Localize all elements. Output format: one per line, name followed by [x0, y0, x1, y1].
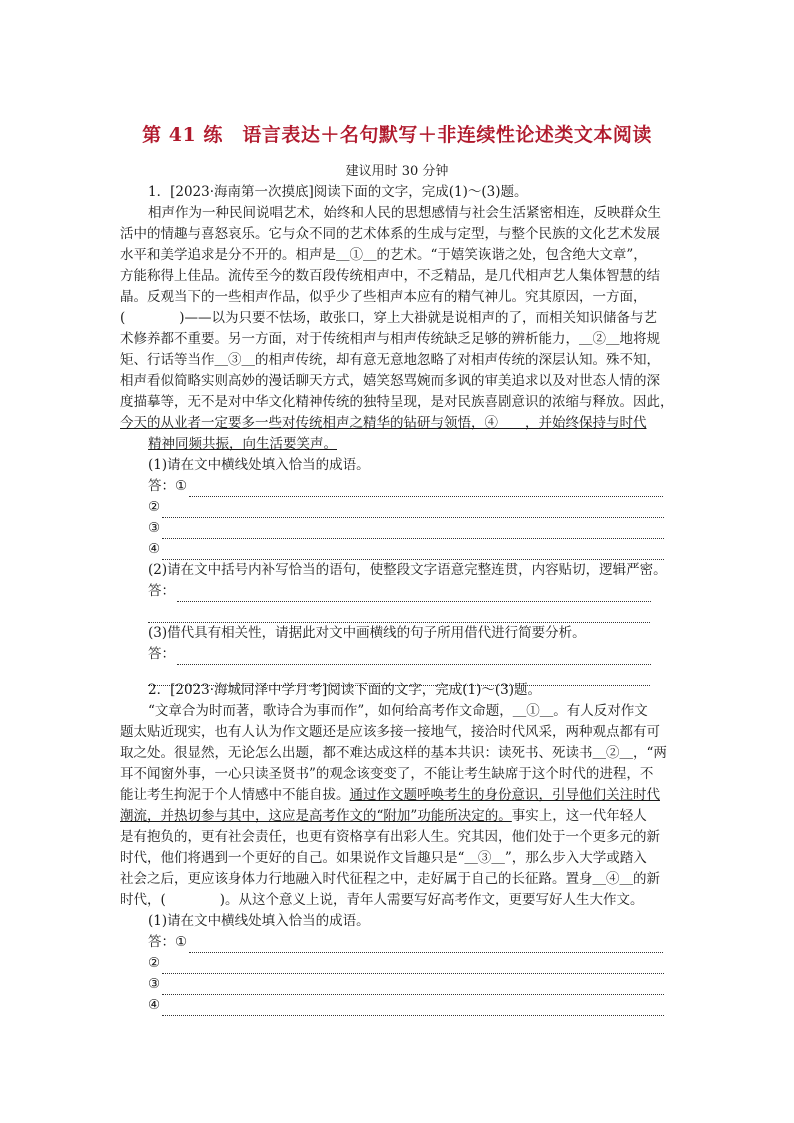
answer-dotted-line	[177, 650, 651, 665]
q2-passage-line	[120, 806, 680, 827]
answer-dotted-line	[189, 938, 663, 953]
q2-sub1: (1)请在文中横线处填入恰当的成语。	[148, 913, 370, 929]
answer-mark: ③	[148, 976, 161, 992]
q2-passage-line: 取之处。很显然，无论怎么出题，都不难达成这样的基本共识：读死书、死读书＿②＿，“两	[120, 745, 667, 761]
q2-passage-line	[120, 785, 680, 806]
answer-mark: ④	[148, 541, 161, 557]
answer-mark: ②	[148, 955, 161, 971]
q2-underlined-sentence: 通过作文题呼唤考生的身份意识，引导他们关注时代	[349, 787, 660, 803]
answer-line[interactable]	[120, 581, 680, 602]
q1-passage-line: 水平和美学追求是分不开的。相声是＿①＿的艺术。“于嬉笑诙谐之处，包含绝大文章”，	[120, 247, 647, 263]
q1-passage-line: 术修养都不重要。另一方面，对于传统相声与相声传统缺乏足够的辨析能力，＿②＿地将规	[120, 331, 660, 347]
q1-passage-line: 方能称得上佳品。流传至今的数百段传统相声中，不乏精品，是几代相声艺人集体智慧的结	[120, 268, 660, 284]
answer-line[interactable]	[120, 644, 680, 665]
q2-passage-line: “文章合为时而著，歌诗合为事而作”，如何给高考作文命题，＿①＿。有人反对作文	[148, 703, 648, 719]
q1-passage-line: 活中的情趣与喜怒哀乐。它与众不同的艺术体系的生成与定型，与整个民族的文化艺术发展	[120, 226, 660, 242]
q1-underlined-sentence: 今天的从业者一定要多一些对传统相声之精华的钻研与领悟，④ ，并始终保持与时代	[120, 415, 647, 431]
answer-label: 答：	[148, 934, 175, 950]
q2-passage-line: 时代，( )。从这个意义上说，青年人需要写好高考作文，更要写好人生大作文。	[120, 892, 644, 908]
answer-line-1[interactable]	[120, 476, 680, 497]
answer-line-3[interactable]	[120, 974, 680, 995]
q1-passage-line: 晶。反观当下的一些相声作品，似乎少了些相声本应有的精气神儿。究其原因，一方面，	[120, 289, 647, 305]
q2-passage-line: 题太贴近现实，也有人认为作文题还是应该多接一接地气，接洽时代风采，两种观点都有可	[120, 724, 660, 740]
q1-passage-line: ( )——以为只要不怯场，敢张口，穿上大褂就是说相声的了，而相关知识储备与艺	[120, 310, 658, 326]
answer-line-3[interactable]	[120, 518, 680, 539]
answer-mark: ①	[175, 478, 188, 494]
q1-passage-line: 度描摹等，无不是对中华文化精神传统的独特呈现，是对民族喜剧意识的浓缩与释放。因此，	[120, 394, 674, 410]
answer-dotted-line	[162, 1001, 664, 1016]
answer-line-2[interactable]	[120, 953, 680, 974]
q2-passage-line: 耳不闻窗外事，一心只读圣贤书”的观念该变变了，不能让考生缺席于这个时代的进程，不	[120, 766, 654, 782]
answer-dotted-line	[189, 482, 663, 497]
answer-label: 答：	[148, 478, 175, 494]
question-1	[120, 182, 680, 686]
answer-dotted-line	[162, 959, 664, 974]
page-title: 第 41 练 语言表达＋名句默写＋非连续性论述类文本阅读	[142, 124, 652, 146]
answer-label: 答：	[148, 646, 175, 662]
q2-passage-line: 时代，他们将遇到一个更好的自己。如果说作文旨趣只是“＿③＿”，那么步入大学或踏入	[120, 850, 647, 866]
answer-line-2[interactable]	[120, 497, 680, 518]
answer-dotted-line	[162, 524, 664, 539]
answer-dotted-line	[148, 608, 650, 623]
q1-sub3: (3)借代具有相关性，请据此对文中画横线的句子所用借代进行简要分析。	[148, 625, 586, 641]
answer-label: 答：	[148, 583, 175, 599]
answer-dotted-line	[177, 587, 651, 602]
q1-passage-line: 相声作为一种民间说唱艺术，始终和人民的思想感情与社会生活紧密相连，反映群众生	[148, 205, 661, 221]
answer-dotted-line	[162, 545, 664, 560]
q2-passage-text: 事实上，这一代年轻人	[511, 808, 647, 824]
q1-passage-line: 相声看似简略实则高妙的漫话聊天方式，嬉笑怒骂婉而多讽的审美追求以及对世态人情的深	[120, 373, 660, 389]
answer-mark: ①	[175, 934, 188, 950]
q1-heading: 1．[2023·海南第一次摸底]阅读下面的文字，完成(1)～(3)题。	[148, 184, 528, 200]
q1-underlined-sentence: 精神同频共振，向生活要笑声。	[148, 436, 337, 452]
q2-underlined-sentence: 潮流，并热切参与其中，这应是高考作文的“附加”功能所决定的。	[120, 808, 512, 824]
q2-passage-line: 是有抱负的，更有社会责任，也更有资格享有出彩人生。究其因，他们处于一个更多元的新	[120, 829, 660, 845]
q2-passage-line: 社会之后，更应该身体力行地融入时代征程之中，走好属于自己的长征路。置身＿④＿的新	[120, 871, 660, 887]
answer-line-4[interactable]	[120, 539, 680, 560]
q1-sub2: (2)请在文中括号内补写恰当的语句，使整段文字语意完整连贯，内容贴切，逻辑严密。	[148, 562, 667, 578]
q2-heading: 2．[2023·海城同泽中学月考]阅读下面的文字，完成(1)～(3)题。	[148, 682, 542, 698]
answer-dotted-line	[162, 503, 664, 518]
answer-line[interactable]	[120, 602, 680, 623]
q1-passage-line: 矩、行话等当作＿③＿的相声传统，却有意无意地忽略了对相声传统的深层认知。殊不知，	[120, 352, 660, 368]
question-2	[120, 680, 680, 1016]
time-suggestion: 建议用时 30 分钟	[345, 164, 449, 179]
answer-mark: ②	[148, 499, 161, 515]
answer-line-1[interactable]	[120, 932, 680, 953]
q1-sub1: (1)请在文中横线处填入恰当的成语。	[148, 457, 370, 473]
answer-mark: ③	[148, 520, 161, 536]
answer-mark: ④	[148, 997, 161, 1013]
answer-line-4[interactable]	[120, 995, 680, 1016]
answer-dotted-line	[162, 980, 664, 995]
q2-passage-text: 能让考生拘泥于个人情感中不能自拔。	[120, 787, 350, 803]
